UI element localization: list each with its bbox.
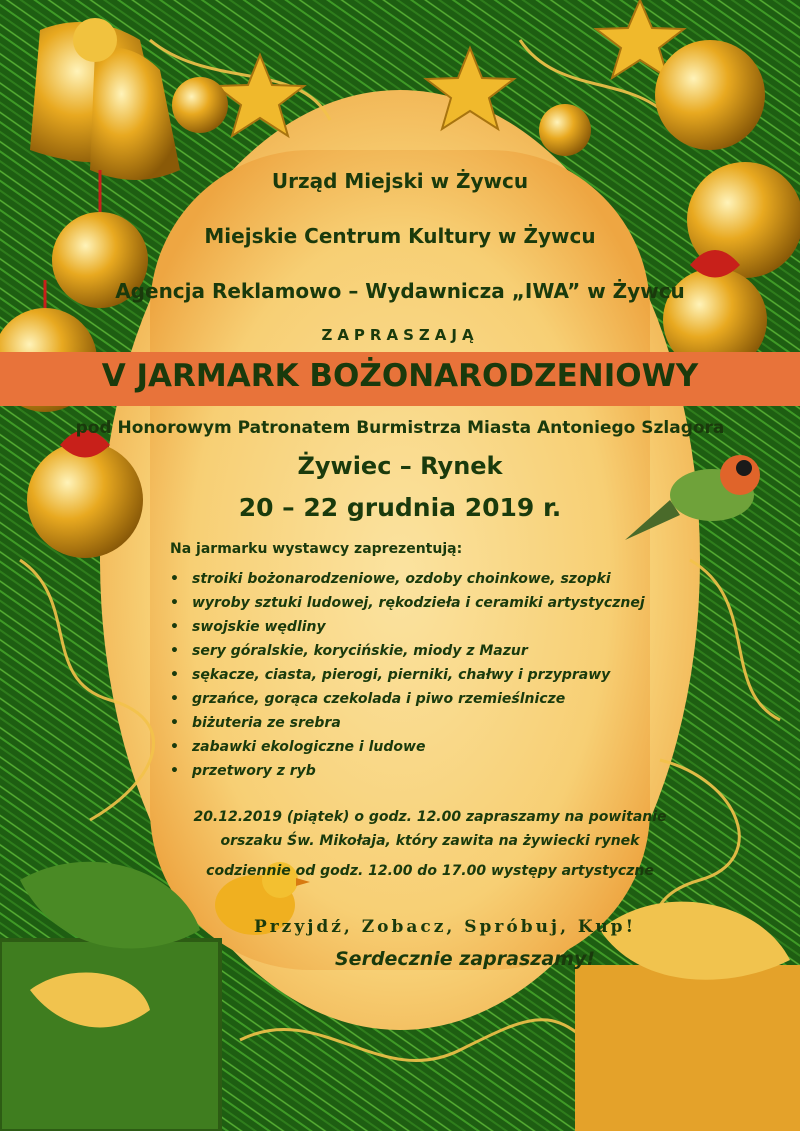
note-line-3: codziennie od godz. 12.00 do 17.00 występy artystyczne [206,863,654,879]
event-title: V JARMARK BOŻONARODZENIOWY [101,358,699,394]
list-item: • biżuteria ze srebra [170,711,645,735]
event-place: Żywiec – Rynek [297,452,503,480]
list-item: • grzańce, gorąca czekolada i piwo rzemieślnicze [170,687,645,711]
note-line-2: orszaku Św. Mikołaja, który zawita na żywiecki rynek [220,833,640,849]
slogan: Przyjdź, Zobacz, Spróbuj, Kup! [253,917,637,937]
closing-line: Serdecznie zapraszamy! [335,948,595,970]
list-item: • wyroby sztuki ludowej, rękodzieła i ceramiki artystycznej [170,591,645,615]
list-item: • przetwory z ryb [170,759,645,783]
list-item: • zabawki ekologiczne i ludowe [170,735,645,759]
list-item: • sery góralskie, korycińskie, miody z Mazur [170,639,645,663]
invite-label: ZAPRASZAJĄ [321,326,479,344]
list-item: • sękacze, ciasta, pierogi, pierniki, chałwy i przyprawy [170,663,645,687]
patronage-line: pod Honorowym Patronatem Burmistrza Miasta Antoniego Szlagora [75,418,725,438]
organizer-3: Agencja Reklamowo – Wydawnicza „IWA” w Żywcu [115,279,685,303]
list-item: • swojskie wędliny [170,615,645,639]
note-line-1: 20.12.2019 (piątek) o godz. 12.00 zapraszamy na powitanie [193,809,667,825]
list-item: • stroiki bożonarodzeniowe, ozdoby choinkowe, szopki [170,567,645,591]
exhibitor-list [170,567,645,783]
event-dates: 20 – 22 grudnia 2019 r. [238,493,562,522]
organizer-1: Urząd Miejski w Żywcu [271,169,529,193]
exhibitors-intro: Na jarmarku wystawcy zaprezentują: [170,541,463,557]
organizer-2: Miejskie Centrum Kultury w Żywcu [204,224,596,248]
